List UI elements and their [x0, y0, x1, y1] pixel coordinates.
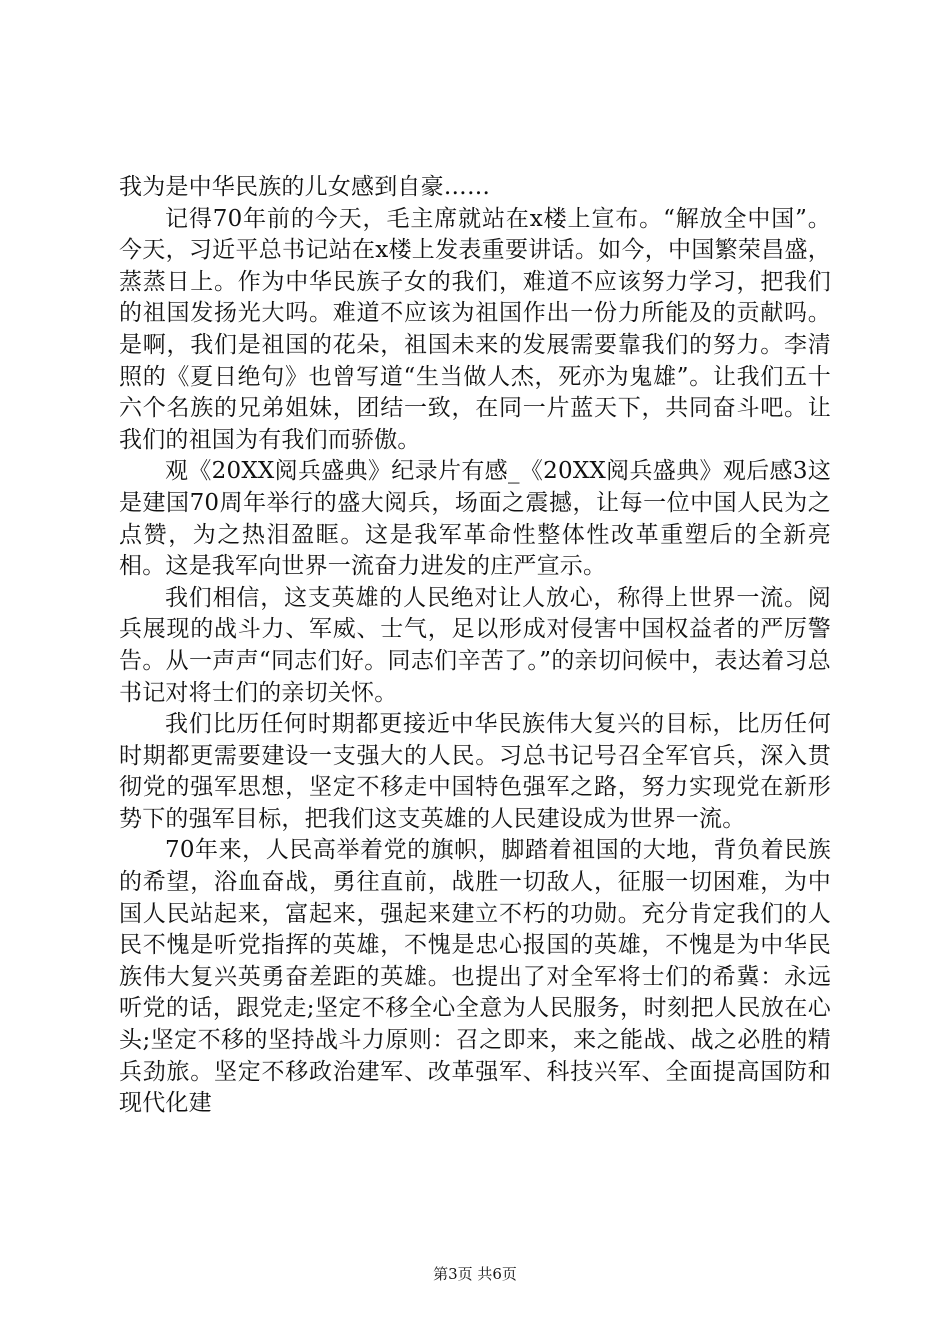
paragraph: 我们相信，这支英雄的人民绝对让人放心，称得上世界一流。阅兵展现的战斗力、军威、士气，足以形成对侵害中国权益者的严厉警告。从一声声“同志们好。同志们辛苦了。”的亲切问候中，表达着习总书记对将士们的亲切关怀。 [119, 584, 831, 706]
paragraph: 我们比历任何时期都更接近中华民族伟大复兴的目标，比历任何时期都更需要建设一支强大的人民。习总书记号召全军官兵，深入贯彻党的强军思想，坚定不移走中国特色强军之路，努力实现党在新形势下的强军目标，把我们这支英雄的人民建设成为世界一流。 [119, 711, 831, 832]
paragraph: 我为是中华民族的儿女感到自豪…… [119, 174, 491, 200]
paragraph: 观《20XX阅兵盛典》纪录片有感_《20XX阅兵盛典》观后感3这是建国70周年举行的盛大阅兵，场面之震撼，让每一位中国人民为之点赞，为之热泪盈眶。这是我军革命性整体性改革重塑后的全新亮相。这是我军向世界一流奋力进发的庄严宣示。 [119, 458, 831, 580]
page-footer: 第3页 共6页 [433, 1265, 517, 1283]
paragraph: 70年来，人民高举着党的旗帜，脚踏着祖国的大地，背负着民族的希望，浴血奋战，勇往直前，战胜一切敌人，征服一切困难，为中国人民站起来，富起来，强起来建立不朽的功勋。充分肯定我们的人民不愧是听党指挥的英雄，不愧是忠心报国的英雄，不愧是为中华民族伟大复兴英勇奋差距的英雄。也提出了对全军将士们的希冀：永远听党的话，跟党走;坚定不移全心全意为人民服务，时刻把人民放在心头;坚定不移的坚持战斗力原则：召之即来，来之能战、战之必胜的精兵劲旅。坚定不移政治建军、改革强军、科技兴军、全面提高国防和现代化建 [119, 837, 831, 1117]
paragraph: 记得70年前的今天，毛主席就站在x楼上宣布。“解放全中国”。今天，习近平总书记站在x楼上发表重要讲话。如今，中国繁荣昌盛，蒸蒸日上。作为中华民族子女的我们，难道不应该努力学习，把我们的祖国发扬光大吗。难道不应该为祖国作出一份力所能及的贡献吗。是啊，我们是祖国的花朵，祖国未来的发展需要靠我们的努力。李清照的《夏日绝句》也曾写道“生当做人杰，死亦为鬼雄”。让我们五十六个名族的兄弟姐妹，团结一致，在同一片蓝天下，共同奋斗吧。让我们的祖国为有我们而骄傲。 [119, 205, 831, 453]
document-body [119, 172, 831, 1120]
